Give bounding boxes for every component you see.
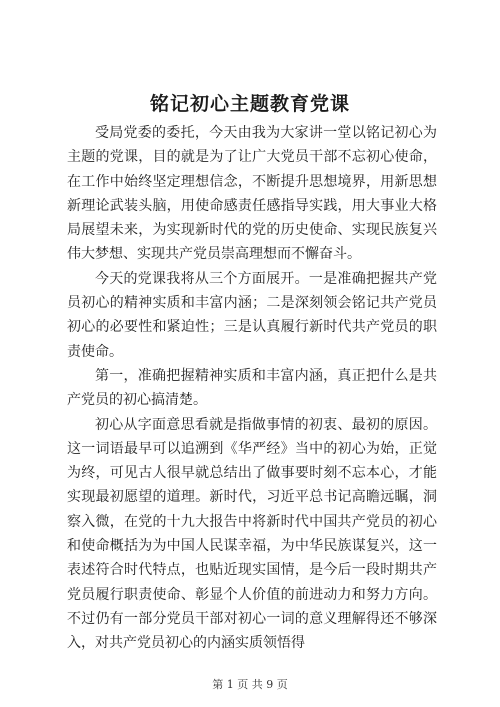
document-body [67, 121, 437, 656]
document-title: 铭记初心主题教育党课 [149, 93, 350, 115]
paragraph-section-one-body: 初心从字面意思看就是指做事情的初衷、最初的原因。这一词语最早可以追溯到《华严经》当中的初心为始，正觉为终，可见古人很早就总结出了做事要时刻不忘本心，才能实现最初愿望的道理。新时代，习近平总书记高瞻远瞩，洞察入微，在党的十九大报告中将新时代中国共产党员的初心和使命概括为为中国人民谋幸福，为中华民族谋复兴，这一表述符合时代特点，也贴近现实国情，是今后一段时期共产党员履行职责使命、彰显个人价值的前进动力和努力方向。不过仍有一部分党员干部对初心一词的意义理解得还不够深入，对共产党员初心的内涵实质领悟得 [67, 416, 437, 652]
paragraph-intro: 受局党委的委托，今天由我为大家讲一堂以铭记初心为主题的党课，目的就是为了让广大党员干部不忘初心使命，在工作中始终坚定理想信念，不断提升思想境界，用新思想新理论武装头脑，用使命感责任感指导实践，用大事业大格局展望未来，为实现新时代的党的历史使命、实现民族复兴伟大梦想、实现共产党员崇高理想而不懈奋斗。 [67, 125, 437, 263]
paragraph-outline: 今天的党课我将从三个方面展开。一是准确把握共产党员初心的精神实质和丰富内涵；二是深刻领会铭记共产党员初心的必要性和紧迫性；三是认真履行新时代共产党员的职责使命。 [67, 270, 437, 360]
page-number-footer: 第 1 页 共 9 页 [212, 678, 288, 691]
paragraph-section-one-heading: 第一，准确把握精神实质和丰富内涵，真正把什么是共产党员的初心搞清楚。 [67, 367, 437, 409]
